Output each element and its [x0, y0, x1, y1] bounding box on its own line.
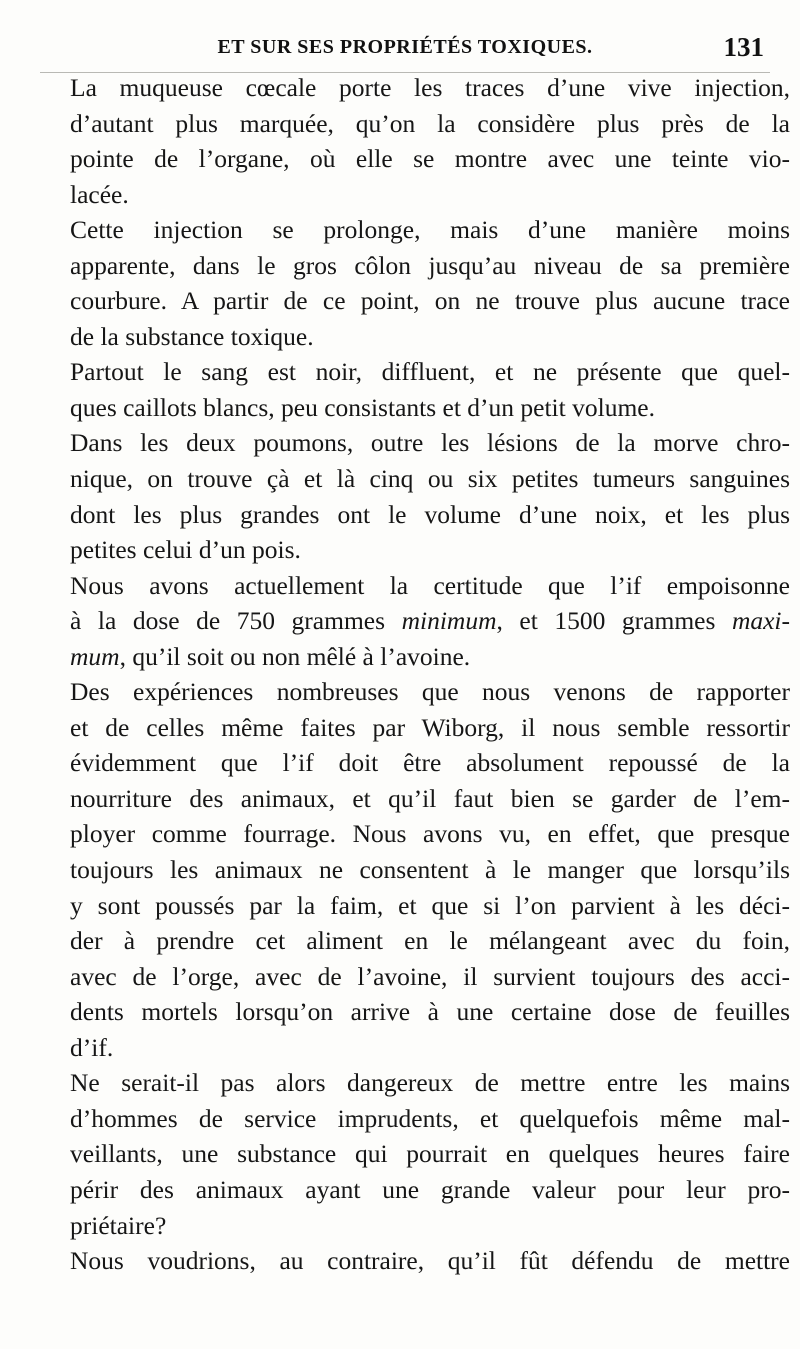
paragraph-4	[70, 425, 790, 567]
text-line: d’autant plus marquée, qu’on la considère plus près de la	[70, 108, 790, 138]
text-line: veillants, une substance qui pourrait en quelques heures faire	[70, 1139, 790, 1169]
text-line: Cette injection se prolonge, mais d’une manière moins	[70, 215, 790, 245]
text-line: d’hommes de service imprudents, et quelquefois même mal-	[70, 1103, 790, 1133]
text-line: toujours les animaux ne consentent à le manger que lorsqu’ils	[70, 855, 790, 885]
text-line: der à prendre cet aliment en le mélangeant avec du foin,	[70, 926, 790, 956]
text-line: de la substance toxique.	[70, 321, 314, 351]
paragraph-2	[70, 212, 790, 354]
paragraph-7	[70, 1065, 790, 1243]
text-line: et de celles même faites par Wiborg, il nous semble ressortir	[70, 712, 790, 742]
text-line: Nous avons actuellement la certitude que l’if empoisonne	[70, 570, 790, 600]
text-line: à la dose de 750 grammes minimum, et 1500 grammes maxi-	[70, 606, 791, 636]
text-line: nourriture des animaux, et qu’il faut bien se garder de l’em-	[70, 783, 790, 813]
text-line: Partout le sang est noir, diffluent, et ne présente que quel-	[70, 357, 790, 387]
text-line: ployer comme fourrage. Nous avons vu, en effet, que presque	[70, 819, 790, 849]
text-line: nique, on trouve çà et là cinq ou six petites tumeurs sanguines	[70, 464, 790, 494]
text-line: La muqueuse cœcale porte les traces d’une vive injection,	[70, 73, 790, 102]
running-head-title: ET SUR SES PROPRIÉTÉS TOXIQUES.	[217, 36, 593, 58]
text-line: y sont poussés par la faim, et que si l’on parvient à les déci-	[70, 890, 790, 920]
text-line: dont les plus grandes ont le volume d’une noix, et les plus	[70, 499, 790, 529]
running-head	[40, 30, 770, 73]
text-line: dents mortels lorsqu’on arrive à une certaine dose de feuilles	[70, 997, 790, 1027]
italic-word: minimum	[401, 606, 497, 636]
paragraph-6	[70, 674, 790, 1065]
paragraph-8	[70, 1243, 790, 1279]
text-line: ques caillots blancs, peu consistants et d’un petit volume.	[70, 392, 655, 422]
body-text	[70, 70, 790, 1279]
text-line: petites celui d’un pois.	[70, 535, 301, 565]
text-line: avec de l’orge, avec de l’avoine, il survient toujours des acci-	[70, 961, 790, 991]
text-line: Des expériences nombreuses que nous venons de rapporter	[70, 677, 790, 707]
paragraph-3	[70, 354, 790, 425]
paragraph-1	[70, 70, 790, 212]
text-line: lacée.	[70, 179, 129, 209]
text-line: mum, qu’il soit ou non mêlé à l’avoine.	[70, 641, 471, 671]
italic-word: mum	[70, 641, 120, 671]
paragraph-5	[70, 568, 790, 675]
italic-word: maxi-	[731, 606, 791, 636]
page-number: 131	[723, 32, 764, 62]
text-line: Ne serait-il pas alors dangereux de mettre entre les mains	[70, 1068, 790, 1098]
text-line: courbure. A partir de ce point, on ne trouve plus aucune trace	[70, 286, 790, 316]
book-page	[40, 30, 791, 1340]
text-line: d’if.	[70, 1032, 114, 1062]
text-line: pointe de l’organe, où elle se montre avec une teinte vio-	[70, 144, 790, 174]
text-line: Dans les deux poumons, outre les lésions de la morve chro-	[70, 428, 790, 458]
text-line: périr des animaux ayant une grande valeur pour leur pro-	[70, 1174, 790, 1204]
text-line: priétaire?	[70, 1210, 167, 1240]
text-line: apparente, dans le gros côlon jusqu’au niveau de sa première	[70, 250, 790, 280]
text-line: Nous voudrions, au contraire, qu’il fût défendu de mettre	[70, 1246, 790, 1276]
text-line: évidemment que l’if doit être absolument repoussé de la	[70, 748, 790, 778]
